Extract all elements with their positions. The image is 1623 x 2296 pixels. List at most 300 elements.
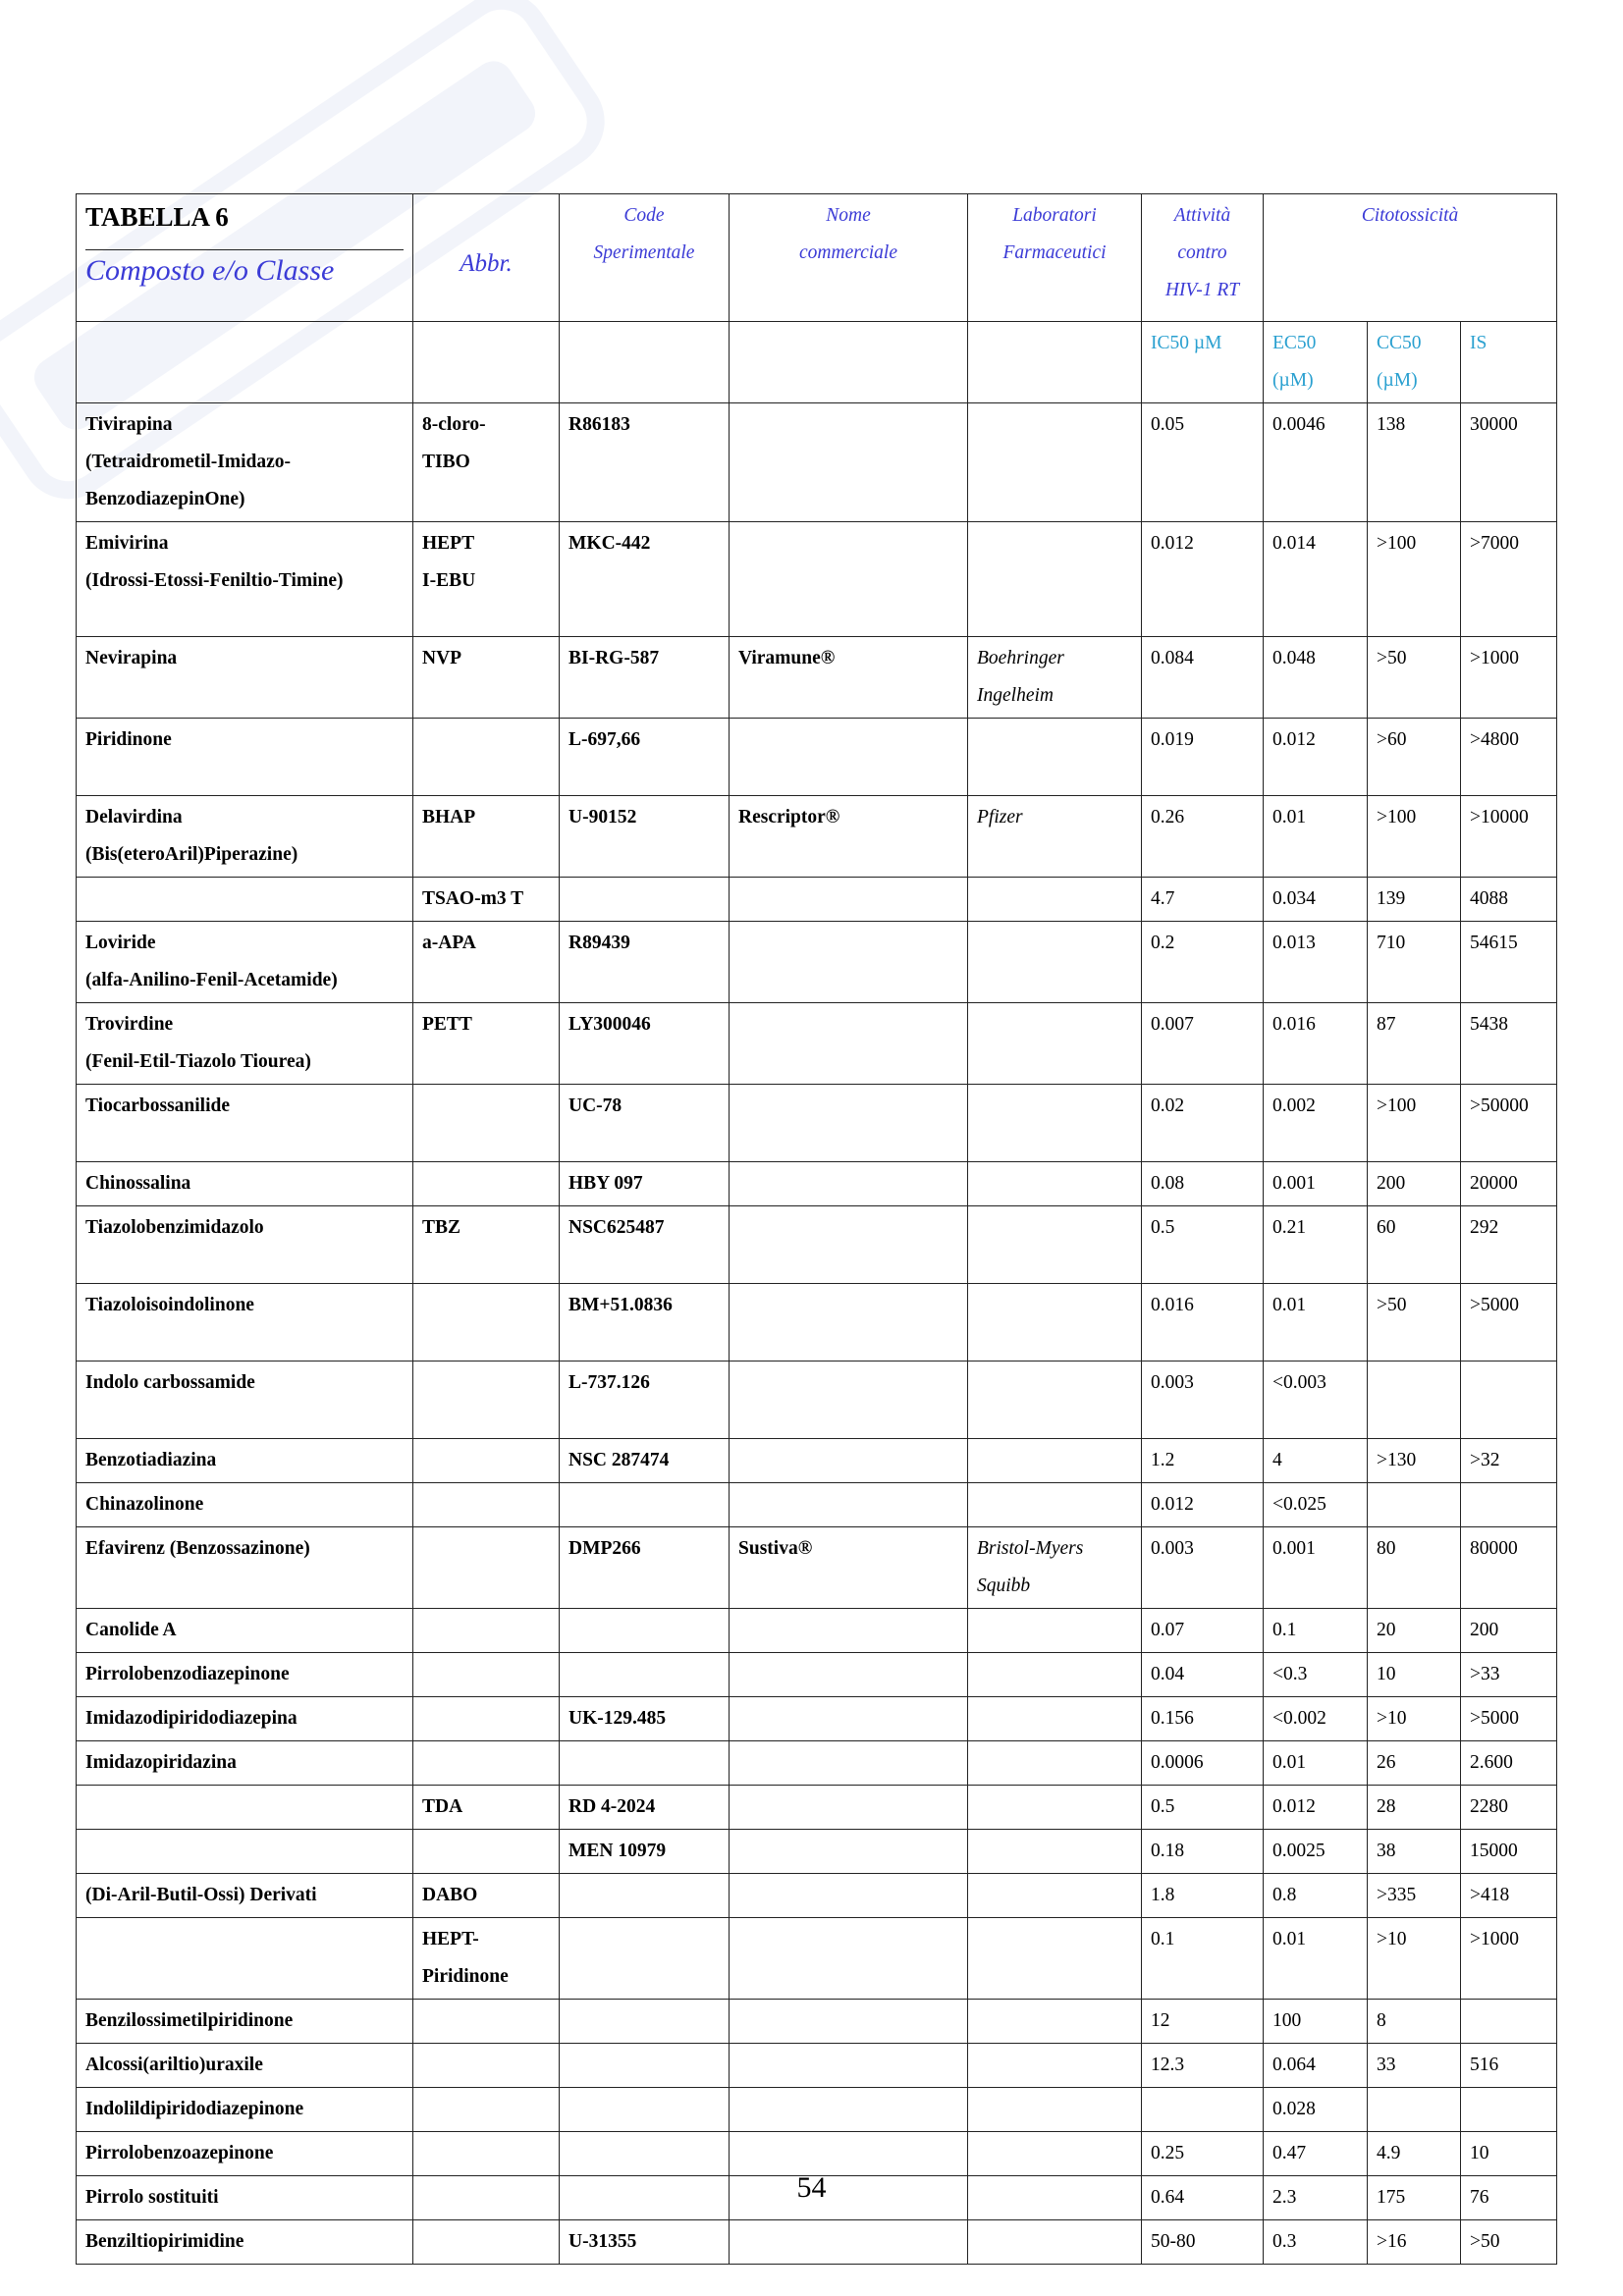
cell-lab bbox=[968, 1741, 1142, 1786]
table-row bbox=[77, 1439, 1557, 1483]
cell-compound bbox=[77, 1918, 413, 2000]
cell-code bbox=[560, 2088, 730, 2132]
cell-lab bbox=[968, 719, 1142, 796]
cell-ic50: 0.5 bbox=[1142, 1786, 1264, 1830]
table-row bbox=[77, 1284, 1557, 1362]
cell-ic50: 0.003 bbox=[1142, 1527, 1264, 1609]
cell-cc50: 175 bbox=[1368, 2176, 1461, 2220]
cell-ec50: 0.012 bbox=[1264, 1786, 1368, 1830]
cell-ic50: 0.08 bbox=[1142, 1162, 1264, 1206]
cell-code: L-697,66 bbox=[560, 719, 730, 796]
cell-code: NSC 287474 bbox=[560, 1439, 730, 1483]
cell-cc50: >16 bbox=[1368, 2220, 1461, 2265]
cell-lab bbox=[968, 1697, 1142, 1741]
table-row bbox=[77, 2088, 1557, 2132]
cell-abbr: TDA bbox=[413, 1786, 560, 1830]
cell-abbr bbox=[413, 1830, 560, 1874]
cell-abbr bbox=[413, 1609, 560, 1653]
cell-ec50: 0.01 bbox=[1264, 1284, 1368, 1362]
subheader-empty bbox=[968, 322, 1142, 403]
cell-ic50: 0.012 bbox=[1142, 522, 1264, 637]
cell-ec50: 4 bbox=[1264, 1439, 1368, 1483]
cell-ec50: 0.21 bbox=[1264, 1206, 1368, 1284]
cell-is: 80000 bbox=[1461, 1527, 1557, 1609]
table-row bbox=[77, 1362, 1557, 1439]
cell-compound: Pirrolobenzoazepinone bbox=[77, 2132, 413, 2176]
cell-is: >1000 bbox=[1461, 1918, 1557, 2000]
subheader-cc50: CC50 (µM) bbox=[1368, 322, 1461, 403]
cell-abbr bbox=[413, 1362, 560, 1439]
cell-abbr bbox=[413, 2132, 560, 2176]
cell-code bbox=[560, 1874, 730, 1918]
cell-ec50: 0.013 bbox=[1264, 922, 1368, 1003]
cell-ec50: 0.47 bbox=[1264, 2132, 1368, 2176]
cell-cc50 bbox=[1368, 1483, 1461, 1527]
cell-abbr bbox=[413, 1653, 560, 1697]
cell-lab: Pfizer bbox=[968, 796, 1142, 878]
cell-cc50: >10 bbox=[1368, 1697, 1461, 1741]
cell-nome bbox=[730, 922, 968, 1003]
cell-ec50: 0.034 bbox=[1264, 878, 1368, 922]
cell-lab bbox=[968, 1206, 1142, 1284]
cell-abbr: a-APA bbox=[413, 922, 560, 1003]
cell-lab: Boehringer Ingelheim bbox=[968, 637, 1142, 719]
nnrti-table bbox=[76, 193, 1557, 2265]
cell-ec50: 100 bbox=[1264, 2000, 1368, 2044]
cell-ec50: 0.01 bbox=[1264, 796, 1368, 878]
cell-nome bbox=[730, 403, 968, 522]
cell-ec50: 0.1 bbox=[1264, 1609, 1368, 1653]
cell-nome bbox=[730, 1609, 968, 1653]
table-row bbox=[77, 1527, 1557, 1609]
cell-cc50: >100 bbox=[1368, 522, 1461, 637]
cell-compound: Indolo carbossamide bbox=[77, 1362, 413, 1439]
table-row bbox=[77, 1609, 1557, 1653]
cell-is: >50 bbox=[1461, 2220, 1557, 2265]
table-row bbox=[77, 1741, 1557, 1786]
cell-cc50: >60 bbox=[1368, 719, 1461, 796]
cell-cc50: 138 bbox=[1368, 403, 1461, 522]
cell-compound: Tiazoloisoindolinone bbox=[77, 1284, 413, 1362]
cell-compound: Tiazolobenzimidazolo bbox=[77, 1206, 413, 1284]
header-lab: Laboratori Farmaceutici bbox=[968, 194, 1142, 322]
table-row bbox=[77, 922, 1557, 1003]
cell-nome bbox=[730, 1284, 968, 1362]
cell-compound: Trovirdine (Fenil-Etil-Tiazolo Tiourea) bbox=[77, 1003, 413, 1085]
cell-abbr bbox=[413, 719, 560, 796]
cell-lab bbox=[968, 522, 1142, 637]
cell-ic50: 0.007 bbox=[1142, 1003, 1264, 1085]
cell-nome: Rescriptor® bbox=[730, 796, 968, 878]
cell-nome bbox=[730, 1786, 968, 1830]
subheader-ec50: EC50 (µM) bbox=[1264, 322, 1368, 403]
cell-nome bbox=[730, 1918, 968, 2000]
cell-is: >1000 bbox=[1461, 637, 1557, 719]
cell-nome bbox=[730, 1830, 968, 1874]
cell-abbr bbox=[413, 2220, 560, 2265]
cell-abbr bbox=[413, 2088, 560, 2132]
cell-compound: Imidazopiridazina bbox=[77, 1741, 413, 1786]
cell-is: 15000 bbox=[1461, 1830, 1557, 1874]
cell-compound: Alcossi(ariltio)uraxile bbox=[77, 2044, 413, 2088]
table-row bbox=[77, 1206, 1557, 1284]
cell-ic50: 1.2 bbox=[1142, 1439, 1264, 1483]
cell-code: UC-78 bbox=[560, 1085, 730, 1162]
cell-lab bbox=[968, 1003, 1142, 1085]
cell-cc50: 10 bbox=[1368, 1653, 1461, 1697]
cell-ic50: 50-80 bbox=[1142, 2220, 1264, 2265]
cell-is: >33 bbox=[1461, 1653, 1557, 1697]
subheader-ic50: IC50 µM bbox=[1142, 322, 1264, 403]
cell-ic50: 0.003 bbox=[1142, 1362, 1264, 1439]
table-row bbox=[77, 403, 1557, 522]
cell-is: 10 bbox=[1461, 2132, 1557, 2176]
cell-is: >50000 bbox=[1461, 1085, 1557, 1162]
cell-ec50: 0.064 bbox=[1264, 2044, 1368, 2088]
cell-abbr bbox=[413, 1697, 560, 1741]
cell-lab bbox=[968, 1786, 1142, 1830]
cell-code: HBY 097 bbox=[560, 1162, 730, 1206]
cell-ec50: 0.001 bbox=[1264, 1527, 1368, 1609]
cell-code: NSC625487 bbox=[560, 1206, 730, 1284]
cell-nome bbox=[730, 2132, 968, 2176]
cell-ec50: 0.002 bbox=[1264, 1085, 1368, 1162]
cell-compound: Benzotiadiazina bbox=[77, 1439, 413, 1483]
cell-nome bbox=[730, 1483, 968, 1527]
cell-is: >32 bbox=[1461, 1439, 1557, 1483]
cell-ic50: 0.2 bbox=[1142, 922, 1264, 1003]
cell-abbr: DABO bbox=[413, 1874, 560, 1918]
cell-compound: Pirrolobenzodiazepinone bbox=[77, 1653, 413, 1697]
cell-lab bbox=[968, 1162, 1142, 1206]
cell-cc50: 139 bbox=[1368, 878, 1461, 922]
subheader-empty bbox=[560, 322, 730, 403]
cell-lab bbox=[968, 2220, 1142, 2265]
cell-compound: (Di-Aril-Butil-Ossi) Derivati bbox=[77, 1874, 413, 1918]
header-nome: Nome commerciale bbox=[730, 194, 968, 322]
cell-ec50: 0.0025 bbox=[1264, 1830, 1368, 1874]
cell-abbr bbox=[413, 1284, 560, 1362]
cell-nome bbox=[730, 1162, 968, 1206]
cell-code bbox=[560, 1483, 730, 1527]
cell-cc50: 28 bbox=[1368, 1786, 1461, 1830]
cell-abbr: 8-cloro- TIBO bbox=[413, 403, 560, 522]
cell-nome bbox=[730, 878, 968, 922]
cell-cc50: >100 bbox=[1368, 1085, 1461, 1162]
cell-code: RD 4-2024 bbox=[560, 1786, 730, 1830]
cell-ec50: 0.028 bbox=[1264, 2088, 1368, 2132]
cell-is: 2.600 bbox=[1461, 1741, 1557, 1786]
table-row bbox=[77, 2000, 1557, 2044]
cell-abbr bbox=[413, 1483, 560, 1527]
cell-cc50: 87 bbox=[1368, 1003, 1461, 1085]
cell-nome bbox=[730, 2220, 968, 2265]
cell-compound: Delavirdina (Bis(eteroAril)Piperazine) bbox=[77, 796, 413, 878]
cell-ec50: 0.01 bbox=[1264, 1918, 1368, 2000]
cell-lab: Bristol-Myers Squibb bbox=[968, 1527, 1142, 1609]
cell-nome bbox=[730, 1085, 968, 1162]
cell-ec50: 0.016 bbox=[1264, 1003, 1368, 1085]
table-row bbox=[77, 796, 1557, 878]
cell-cc50 bbox=[1368, 1362, 1461, 1439]
header-attivita: Attività contro HIV-1 RT bbox=[1142, 194, 1264, 322]
cell-ec50: 2.3 bbox=[1264, 2176, 1368, 2220]
header-compound-cell bbox=[77, 194, 413, 322]
cell-ic50: 0.019 bbox=[1142, 719, 1264, 796]
cell-ic50: 1.8 bbox=[1142, 1874, 1264, 1918]
cell-ec50: <0.3 bbox=[1264, 1653, 1368, 1697]
cell-abbr: NVP bbox=[413, 637, 560, 719]
cell-compound: Efavirenz (Benzossazinone) bbox=[77, 1527, 413, 1609]
cell-code: LY300046 bbox=[560, 1003, 730, 1085]
cell-abbr: TSAO-m3 T bbox=[413, 878, 560, 922]
cell-is: 5438 bbox=[1461, 1003, 1557, 1085]
cell-ic50: 0.016 bbox=[1142, 1284, 1264, 1362]
cell-compound bbox=[77, 878, 413, 922]
cell-cc50: 33 bbox=[1368, 2044, 1461, 2088]
table-row bbox=[77, 1003, 1557, 1085]
cell-nome bbox=[730, 1697, 968, 1741]
cell-lab bbox=[968, 1439, 1142, 1483]
cell-code: DMP266 bbox=[560, 1527, 730, 1609]
cell-cc50: 38 bbox=[1368, 1830, 1461, 1874]
cell-ic50: 0.012 bbox=[1142, 1483, 1264, 1527]
cell-is: >5000 bbox=[1461, 1697, 1557, 1741]
cell-ec50: 0.012 bbox=[1264, 719, 1368, 796]
cell-nome bbox=[730, 1741, 968, 1786]
cell-cc50: >50 bbox=[1368, 637, 1461, 719]
cell-lab bbox=[968, 403, 1142, 522]
cell-code bbox=[560, 2000, 730, 2044]
cell-lab bbox=[968, 2044, 1142, 2088]
subheader-empty bbox=[77, 322, 413, 403]
table-row bbox=[77, 878, 1557, 922]
cell-compound: Piridinone bbox=[77, 719, 413, 796]
table-row bbox=[77, 2044, 1557, 2088]
cell-nome bbox=[730, 719, 968, 796]
cell-nome bbox=[730, 1206, 968, 1284]
table-row bbox=[77, 1085, 1557, 1162]
table-row bbox=[77, 637, 1557, 719]
table-label: TABELLA 6 bbox=[85, 202, 229, 232]
cell-is: 4088 bbox=[1461, 878, 1557, 922]
cell-cc50: 8 bbox=[1368, 2000, 1461, 2044]
cell-code bbox=[560, 1918, 730, 2000]
cell-lab bbox=[968, 1284, 1142, 1362]
cell-ic50: 0.26 bbox=[1142, 796, 1264, 878]
cell-nome: Viramune® bbox=[730, 637, 968, 719]
cell-ic50: 0.084 bbox=[1142, 637, 1264, 719]
cell-nome bbox=[730, 2088, 968, 2132]
cell-code bbox=[560, 1653, 730, 1697]
table-row bbox=[77, 719, 1557, 796]
cell-ec50: 0.048 bbox=[1264, 637, 1368, 719]
cell-ic50: 12 bbox=[1142, 2000, 1264, 2044]
cell-ec50: <0.002 bbox=[1264, 1697, 1368, 1741]
cell-nome: Sustiva® bbox=[730, 1527, 968, 1609]
cell-lab bbox=[968, 2000, 1142, 2044]
cell-lab bbox=[968, 878, 1142, 922]
cell-compound: Benzilossimetilpiridinone bbox=[77, 2000, 413, 2044]
cell-ic50: 0.64 bbox=[1142, 2176, 1264, 2220]
cell-nome bbox=[730, 522, 968, 637]
cell-ec50: 0.001 bbox=[1264, 1162, 1368, 1206]
cell-abbr bbox=[413, 2000, 560, 2044]
table-row bbox=[77, 1786, 1557, 1830]
page-number: 54 bbox=[796, 2171, 827, 2204]
cell-cc50: 200 bbox=[1368, 1162, 1461, 1206]
cell-is: >10000 bbox=[1461, 796, 1557, 878]
cell-abbr: HEPT I-EBU bbox=[413, 522, 560, 637]
cell-is: 54615 bbox=[1461, 922, 1557, 1003]
cell-lab bbox=[968, 1918, 1142, 2000]
cell-abbr bbox=[413, 2044, 560, 2088]
cell-cc50: 4.9 bbox=[1368, 2132, 1461, 2176]
cell-code bbox=[560, 2044, 730, 2088]
table-row bbox=[77, 2220, 1557, 2265]
cell-nome bbox=[730, 1003, 968, 1085]
cell-cc50: 20 bbox=[1368, 1609, 1461, 1653]
header-citotossicita: Citotossicità bbox=[1264, 194, 1557, 322]
cell-compound: Indolildipiridodiazepinone bbox=[77, 2088, 413, 2132]
cell-code: R89439 bbox=[560, 922, 730, 1003]
cell-abbr bbox=[413, 1085, 560, 1162]
cell-code: BM+51.0836 bbox=[560, 1284, 730, 1362]
cell-cc50: >50 bbox=[1368, 1284, 1461, 1362]
cell-cc50: >100 bbox=[1368, 796, 1461, 878]
cell-is: >418 bbox=[1461, 1874, 1557, 1918]
cell-is: 20000 bbox=[1461, 1162, 1557, 1206]
cell-ic50: 0.25 bbox=[1142, 2132, 1264, 2176]
cell-is: 292 bbox=[1461, 1206, 1557, 1284]
cell-ec50: <0.025 bbox=[1264, 1483, 1368, 1527]
cell-ec50: 0.0046 bbox=[1264, 403, 1368, 522]
cell-is: 200 bbox=[1461, 1609, 1557, 1653]
cell-code bbox=[560, 878, 730, 922]
cell-compound bbox=[77, 1830, 413, 1874]
cell-code: UK-129.485 bbox=[560, 1697, 730, 1741]
cell-ic50: 0.07 bbox=[1142, 1609, 1264, 1653]
table-row bbox=[77, 1918, 1557, 2000]
cell-compound: Pirrolo sostituiti bbox=[77, 2176, 413, 2220]
cell-nome bbox=[730, 1439, 968, 1483]
cell-lab bbox=[968, 1874, 1142, 1918]
cell-compound bbox=[77, 1786, 413, 1830]
cell-ic50: 12.3 bbox=[1142, 2044, 1264, 2088]
cell-lab bbox=[968, 1483, 1142, 1527]
table-row bbox=[77, 1874, 1557, 1918]
cell-code: L-737.126 bbox=[560, 1362, 730, 1439]
cell-code: MEN 10979 bbox=[560, 1830, 730, 1874]
table-body bbox=[77, 403, 1557, 2265]
cell-nome bbox=[730, 1653, 968, 1697]
cell-abbr bbox=[413, 1439, 560, 1483]
cell-compound: Chinazolinone bbox=[77, 1483, 413, 1527]
cell-compound: Benziltiopirimidine bbox=[77, 2220, 413, 2265]
table-row bbox=[77, 1697, 1557, 1741]
cell-is: 76 bbox=[1461, 2176, 1557, 2220]
cell-abbr: HEPT- Piridinone bbox=[413, 1918, 560, 2000]
table-row bbox=[77, 1162, 1557, 1206]
cell-compound: Imidazodipiridodiazepina bbox=[77, 1697, 413, 1741]
cell-ec50: 0.014 bbox=[1264, 522, 1368, 637]
cell-ec50: 0.01 bbox=[1264, 1741, 1368, 1786]
cell-compound: Nevirapina bbox=[77, 637, 413, 719]
cell-lab bbox=[968, 1085, 1142, 1162]
cell-code: MKC-442 bbox=[560, 522, 730, 637]
cell-is bbox=[1461, 2000, 1557, 2044]
cell-code bbox=[560, 1609, 730, 1653]
cell-lab bbox=[968, 1830, 1142, 1874]
table-row bbox=[77, 1830, 1557, 1874]
subheader-empty bbox=[730, 322, 968, 403]
cell-nome bbox=[730, 1874, 968, 1918]
cell-ic50: 0.18 bbox=[1142, 1830, 1264, 1874]
table-row bbox=[77, 522, 1557, 637]
cell-abbr bbox=[413, 1162, 560, 1206]
cell-code bbox=[560, 1741, 730, 1786]
cell-ic50: 0.05 bbox=[1142, 403, 1264, 522]
cell-cc50: >335 bbox=[1368, 1874, 1461, 1918]
cell-cc50: >130 bbox=[1368, 1439, 1461, 1483]
subheader-is: IS bbox=[1461, 322, 1557, 403]
cell-ic50: 0.1 bbox=[1142, 1918, 1264, 2000]
cell-code: BI-RG-587 bbox=[560, 637, 730, 719]
cell-ic50: 0.0006 bbox=[1142, 1741, 1264, 1786]
cell-ec50: <0.003 bbox=[1264, 1362, 1368, 1439]
cell-nome bbox=[730, 2044, 968, 2088]
header-abbr: Abbr. bbox=[413, 194, 560, 322]
cell-compound: Tivirapina (Tetraidrometil-Imidazo- BenzodiazepinOne) bbox=[77, 403, 413, 522]
table-row bbox=[77, 1653, 1557, 1697]
cell-code bbox=[560, 2132, 730, 2176]
cell-is: 30000 bbox=[1461, 403, 1557, 522]
cell-abbr bbox=[413, 1527, 560, 1609]
cell-cc50: 60 bbox=[1368, 1206, 1461, 1284]
cell-cc50: 710 bbox=[1368, 922, 1461, 1003]
cell-compound: Canolide A bbox=[77, 1609, 413, 1653]
cell-lab bbox=[968, 1609, 1142, 1653]
cell-cc50: 80 bbox=[1368, 1527, 1461, 1609]
cell-nome bbox=[730, 2000, 968, 2044]
cell-ic50 bbox=[1142, 2088, 1264, 2132]
cell-lab bbox=[968, 2132, 1142, 2176]
cell-compound: Emivirina (Idrossi-Etossi-Feniltio-Timine) bbox=[77, 522, 413, 637]
cell-ec50: 0.8 bbox=[1264, 1874, 1368, 1918]
cell-abbr: BHAP bbox=[413, 796, 560, 878]
cell-compound: Tiocarbossanilide bbox=[77, 1085, 413, 1162]
cell-ic50: 0.5 bbox=[1142, 1206, 1264, 1284]
cell-lab bbox=[968, 2088, 1142, 2132]
cell-is: 516 bbox=[1461, 2044, 1557, 2088]
subheader-empty bbox=[413, 322, 560, 403]
cell-cc50 bbox=[1368, 2088, 1461, 2132]
cell-abbr bbox=[413, 1741, 560, 1786]
cell-abbr: TBZ bbox=[413, 1206, 560, 1284]
table-row bbox=[77, 1483, 1557, 1527]
header-code: Code Sperimentale bbox=[560, 194, 730, 322]
class-label: Composto e/o Classe bbox=[85, 249, 404, 290]
cell-is: >7000 bbox=[1461, 522, 1557, 637]
cell-is bbox=[1461, 1362, 1557, 1439]
cell-is: 2280 bbox=[1461, 1786, 1557, 1830]
cell-cc50: >10 bbox=[1368, 1918, 1461, 2000]
cell-abbr: PETT bbox=[413, 1003, 560, 1085]
cell-nome bbox=[730, 1362, 968, 1439]
cell-compound: Loviride (alfa-Anilino-Fenil-Acetamide) bbox=[77, 922, 413, 1003]
cell-cc50: 26 bbox=[1368, 1741, 1461, 1786]
cell-ec50: 0.3 bbox=[1264, 2220, 1368, 2265]
